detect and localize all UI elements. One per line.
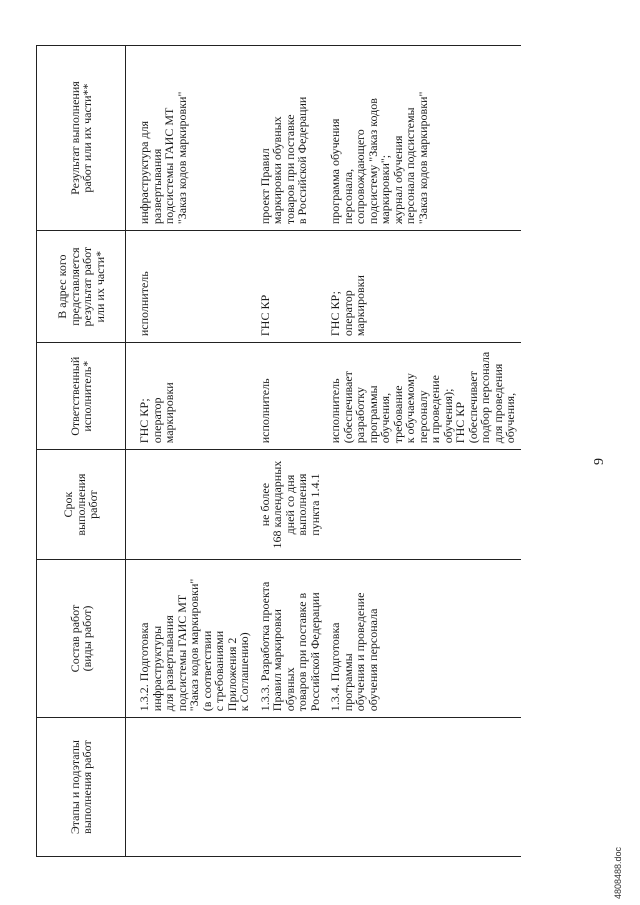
cell-responsible: ГНС КР; оператор маркировки [126,343,255,450]
table-row [255,46,326,857]
cell-composition: 1.3.4. Подготовка программы обучения и проведение обучения персонала [325,559,521,717]
header-stages: Этапы и подэтапы выполнения работ [37,718,126,857]
cell-result: проект Правил маркировки обувных товаров при поставке в Российской Федерации [255,46,326,231]
header-term: Срок выполнения работ [37,450,126,560]
header-result: Результат выполнения работ или их части** [37,46,126,231]
table-row [325,46,521,857]
cell-stage [126,718,255,857]
cell-term [325,450,521,560]
work-schedule-table [36,45,521,857]
page-number: 9 [592,458,607,465]
cell-stage [325,718,521,857]
cell-composition: 1.3.3. Разработка проекта Правил маркировки обувных товаров при поставке в Российской Федерации [255,559,326,717]
table-header-row [37,46,126,857]
cell-responsible: исполнитель [255,343,326,450]
cell-result: программа обучения персонала, сопровождающего подсистему "Заказ кодов маркировки"; журнал обучения персонала подсистемы "Заказ кодов маркировки" [325,46,521,231]
header-responsible: Ответственный исполнитель* [37,343,126,450]
header-composition: Состав работ (виды работ) [37,559,126,717]
cell-responsible: исполнитель (обеспечивает разработку программы обучения, требование к обучаемому персоналу и проведение обучения); ГНС КР (обеспечивает подбор персонала для проведения обучения, [325,343,521,450]
cell-recipient: ГНС КР; оператор маркировки [325,231,521,343]
cell-term [126,450,255,560]
cell-stage [255,718,326,857]
header-recipient: В адрес кого представляется результат работ или их части* [37,231,126,343]
document-id: 4808488.doc [613,846,623,899]
cell-term: не более 168 календарных дней со дня выполнения пункта 1.4.1 [255,450,326,560]
table-row [126,46,255,857]
cell-result: инфраструктура для развертывания подсистемы ГАИС МТ "Заказ кодов маркировки" [126,46,255,231]
cell-recipient: ГНС КР [255,231,326,343]
cell-recipient: исполнитель [126,231,255,343]
cell-composition: 1.3.2. Подготовка инфраструктуры для развертывания подсистемы ГАИС МТ "Заказ кодов маркировки" (в соответствии с требованиями Приложения 2 к Соглашению) [126,559,255,717]
